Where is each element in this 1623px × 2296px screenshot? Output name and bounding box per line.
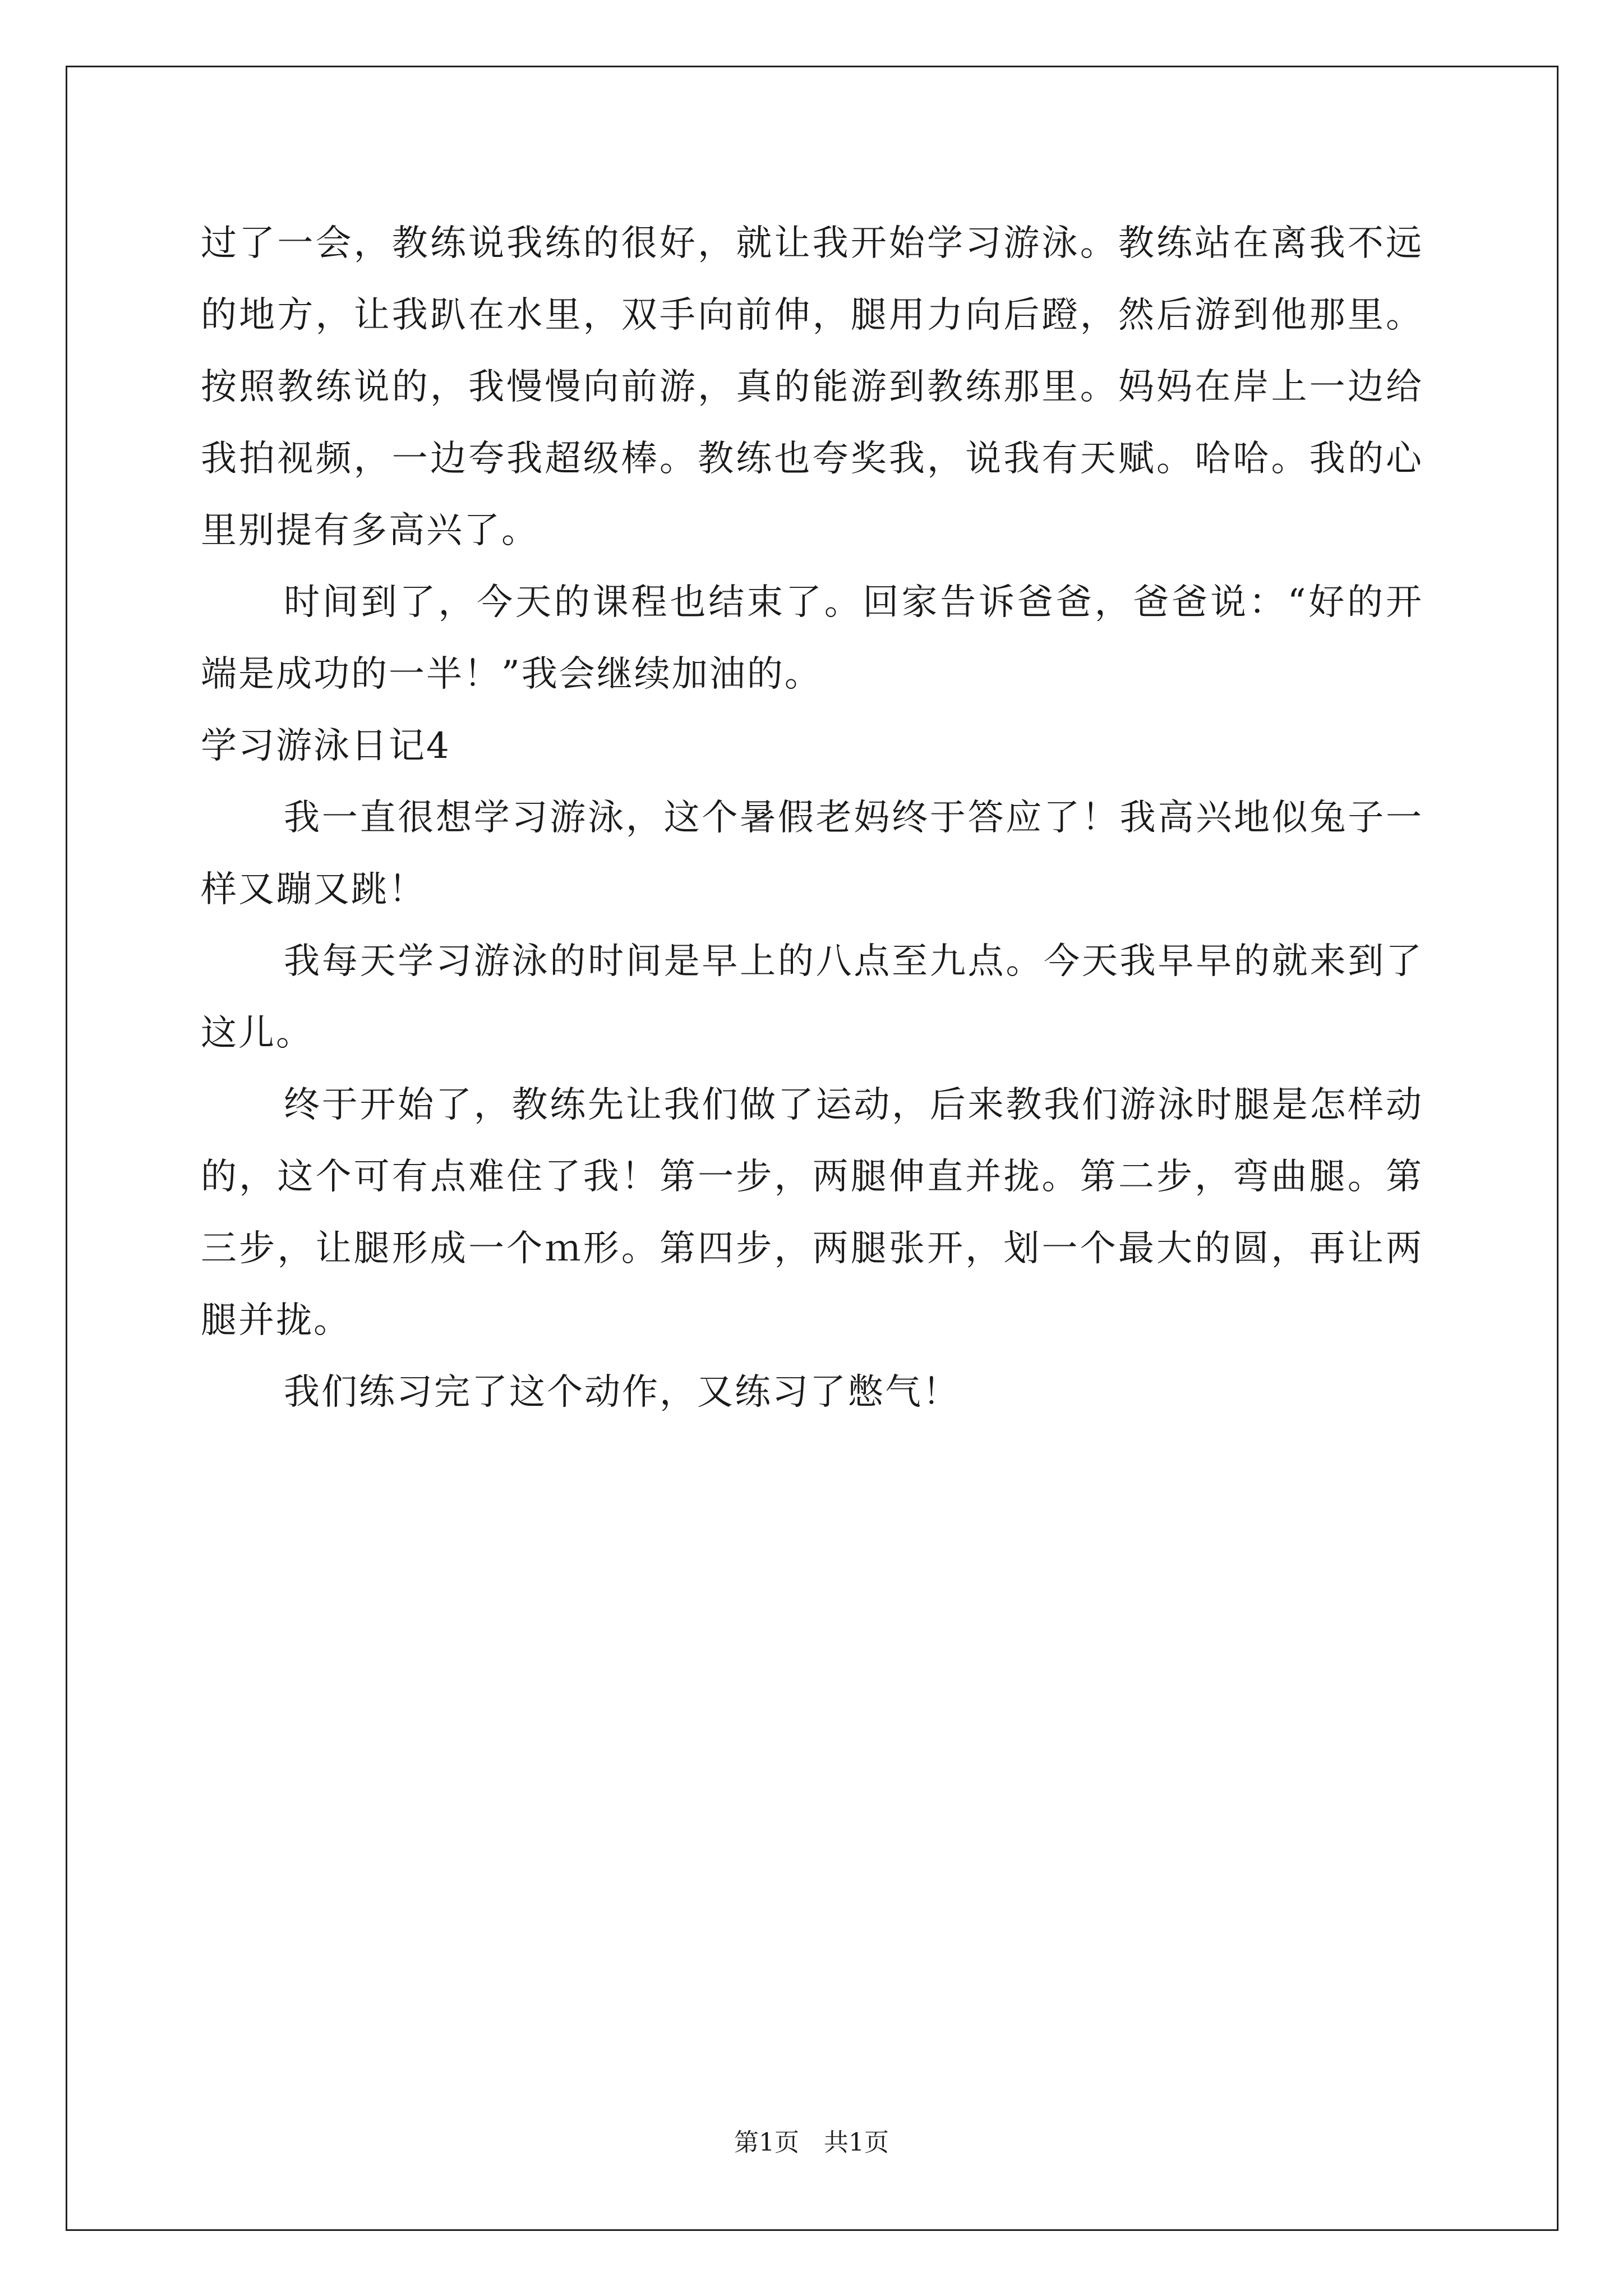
document-body <box>201 208 1423 1428</box>
section-heading: 学习游泳日记4 <box>201 725 451 767</box>
paragraph: 我每天学习游泳的时间是早上的八点至九点。今天我早早的就来到了这儿。 <box>201 941 1423 1054</box>
page-number-footer: 第1页 共1页 <box>734 2128 889 2157</box>
paragraph: 我一直很想学习游泳，这个暑假老妈终于答应了！我高兴地似兔子一样又蹦又跳！ <box>201 797 1423 910</box>
paragraph: 我们练习完了这个动作，又练习了憋气！ <box>284 1372 960 1413</box>
paragraph: 时间到了，今天的课程也结束了。回家告诉爸爸，爸爸说：“好的开端是成功的一半！”我会继续加油的。 <box>201 582 1423 695</box>
paragraph: 过了一会，教练说我练的很好，就让我开始学习游泳。教练站在离我不远的地方，让我趴在水里，双手向前伸，腿用力向后蹬，然后游到他那里。按照教练说的，我慢慢向前游，真的能游到教练那里。妈妈在岸上一边给我拍视频，一边夸我超级棒。教练也夸奖我，说我有天赋。哈哈。我的心里别提有多高兴了。 <box>201 223 1423 551</box>
paragraph: 终于开始了，教练先让我们做了运动，后来教我们游泳时腿是怎样动的，这个可有点难住了我！第一步，两腿伸直并拢。第二步，弯曲腿。第三步，让腿形成一个ｍ形。第四步，两腿张开，划一个最大的圆，再让两腿并拢。 <box>201 1084 1423 1341</box>
